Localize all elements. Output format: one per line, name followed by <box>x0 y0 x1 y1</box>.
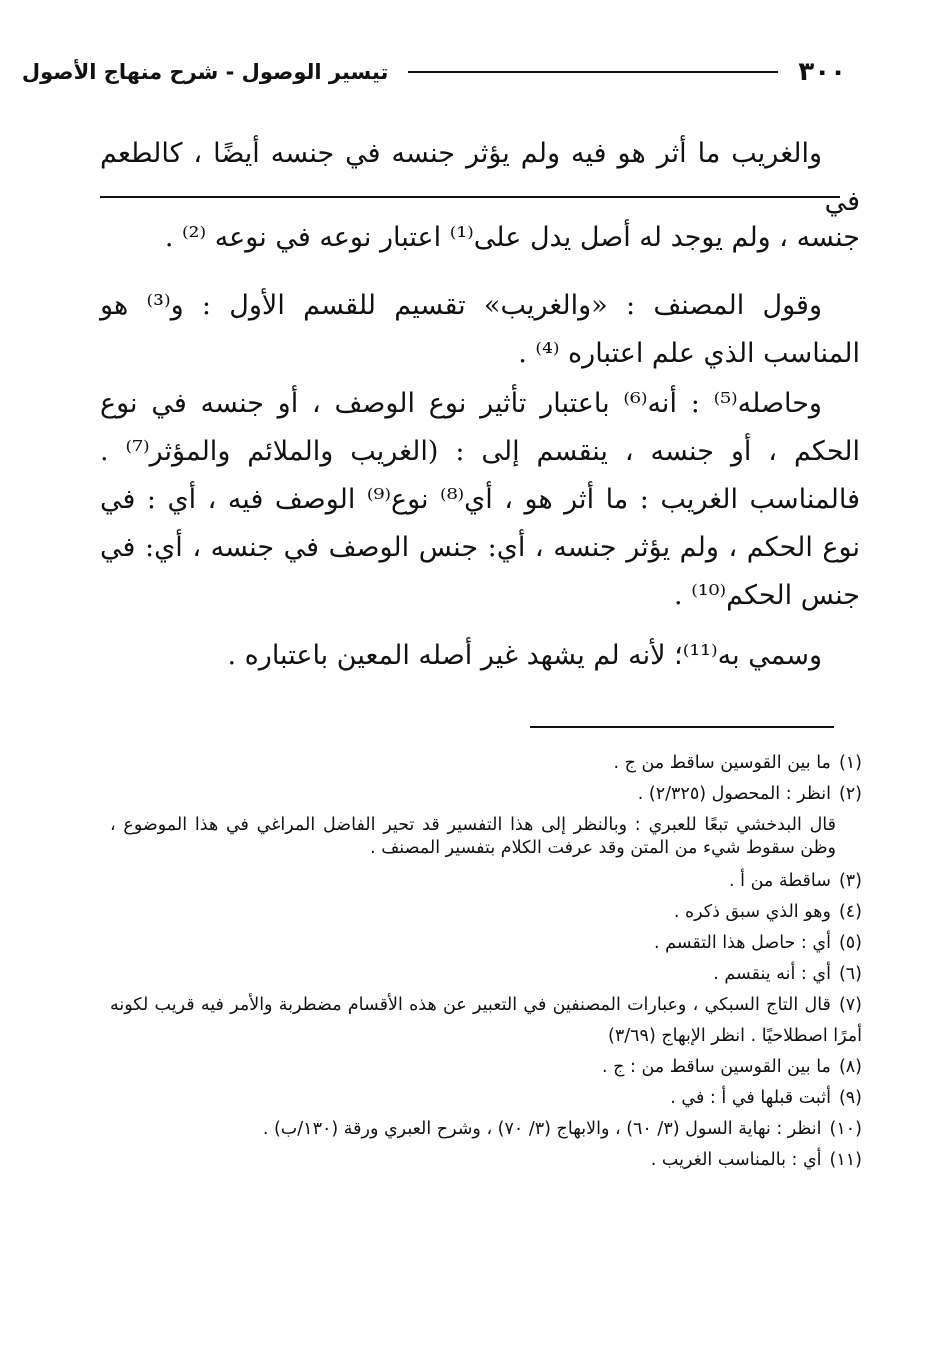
footnote <box>110 1145 862 1176</box>
footnote <box>110 959 862 990</box>
footnote-text: وهو الذي سبق ذكره . <box>673 902 831 922</box>
paragraph-text: جنسه ، ولم يوجد له أصل يدل على⁽¹⁾ اعتبار نوعه في نوعه ⁽²⁾ . <box>164 222 860 253</box>
footnote-text: ما بين القوسين ساقط من ج . <box>613 753 831 773</box>
page-number: ٣٠٠ <box>798 57 846 87</box>
footnote <box>110 748 862 779</box>
footnote <box>110 897 862 928</box>
matn-paragraph <box>100 130 860 226</box>
page-header <box>21 52 846 92</box>
paragraph-text: وقول المصنف : «والغريب» تقسيم للقسم الأول : و⁽³⁾ هو المناسب الذي علم اعتباره ⁽⁴⁾ . <box>100 290 860 369</box>
footnote-number: (٩) <box>838 1088 862 1108</box>
footnote-text: أي : أنه ينقسم . <box>713 964 831 984</box>
footnote-number: (١١) <box>829 1150 862 1170</box>
footnote-text: انظر : المحصول (٢/٣٢٥) . <box>637 784 831 804</box>
footnote-number: (٢) <box>838 784 862 804</box>
header-rule <box>408 71 778 73</box>
footnote-number: (٦) <box>838 964 862 984</box>
body-paragraph <box>100 632 860 680</box>
footnote-text: أثبت قبلها في أ : في . <box>670 1088 831 1108</box>
footnote-number: (٤) <box>838 902 862 922</box>
footnote-number: (٨) <box>838 1057 862 1077</box>
footnote-text: ما بين القوسين ساقط من : ج . <box>602 1057 831 1077</box>
footnote <box>110 814 862 860</box>
matn-underline <box>100 196 840 198</box>
paragraph-text: وسمي به⁽¹¹⁾؛ لأنه لم يشهد غير أصله المعين باعتباره . <box>227 640 822 671</box>
matn-text: والغريب ما أثر هو فيه ولم يؤثر جنسه في جنسه أيضًا ، كالطعم في <box>100 138 860 217</box>
footnote <box>110 928 862 959</box>
footnote <box>110 1052 862 1083</box>
footnote-text: قال التاج السبكي ، وعبارات المصنفين في التعبير عن هذه الأقسام مضطربة والأمر فيه قريب لكونه أمرًا اصطلاحيًا . انظر الإبهاج (٣/٦٩) <box>110 995 862 1046</box>
footnote-text: ساقطة من أ . <box>729 871 831 891</box>
footnote-number: (٣) <box>838 871 862 891</box>
footnote-text: انظر : نهاية السول (٣/ ٦٠) ، والابهاج (٣/ ٧٠) ، وشرح العبري ورقة (١٣٠/ب) . <box>262 1119 822 1139</box>
footnote-text: أي : بالمناسب الغريب . <box>650 1150 822 1170</box>
footnote-number: (١) <box>838 753 862 773</box>
footnote <box>110 866 862 897</box>
footnote-number: (٧) <box>838 995 862 1015</box>
footnote-text: أي : حاصل هذا التقسم . <box>653 933 831 953</box>
running-title: تيسير الوصول - شرح منهاج الأصول <box>21 60 389 84</box>
footnotes <box>110 748 862 1176</box>
footnote <box>110 1114 862 1145</box>
footnote <box>110 990 862 1052</box>
paragraph-text: وحاصله⁽⁵⁾ : أنه⁽⁶⁾ باعتبار تأثير نوع الوصف ، أو جنسه في نوع الحكم ، أو جنسه ، ينقسم إلى : (الغريب والملائم والمؤثر⁽⁷⁾ . فالمناسب الغريب : ما أثر هو ، أي⁽⁸⁾ نوع⁽⁹⁾ الوصف فيه ، أي : في نوع الحكم ، ولم يؤثر جنسه ، أي: جنس الوصف في جنسه ، أي: في جنس الحكم⁽¹⁰⁾ . <box>100 388 860 611</box>
footnote <box>110 1083 862 1114</box>
body-paragraph <box>100 282 860 378</box>
footnote-number: (٥) <box>838 933 862 953</box>
footnote <box>110 779 862 810</box>
body-paragraph <box>100 380 860 620</box>
footnote-text: قال البدخشي تبعًا للعبري : وبالنظر إلى هذا التفسير قد تحير الفاضل المراغي في هذا الموضوع ، وظن سقوط شيء من المتن وقد عرفت الكلام بتفسير المصنف . <box>110 815 836 858</box>
footnote-number: (١٠) <box>829 1119 862 1139</box>
footnote-separator <box>530 726 834 728</box>
body-paragraph <box>100 214 860 262</box>
